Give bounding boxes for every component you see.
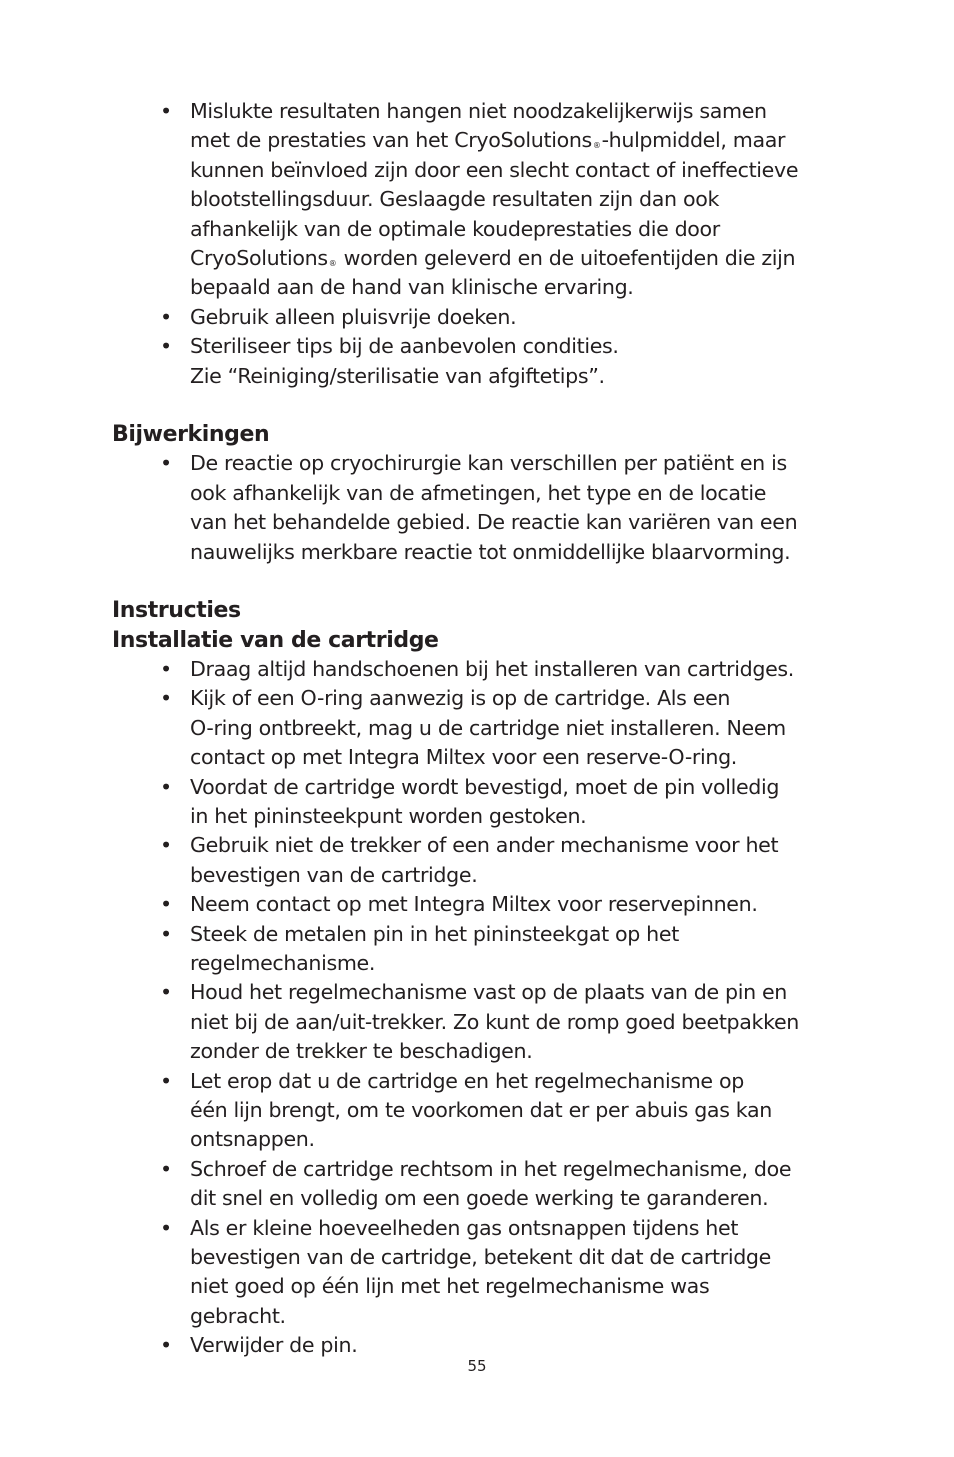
text-line: kunnen beïnvloed zijn door een slecht contact of ineffectieve bbox=[190, 157, 799, 182]
list-item bbox=[190, 332, 864, 391]
text-line: nauwelijks merkbare reactie tot onmiddellijke blaarvorming. bbox=[190, 539, 791, 564]
text-line: • Neem contact op met Integra Miltex voor reservepinnen. bbox=[190, 892, 758, 917]
text-line: gebracht. bbox=[190, 1303, 286, 1328]
text-line: CryoSolutions® worden geleverd en de uitoefentijden die zijn bbox=[190, 246, 796, 271]
text-line: • Houd het regelmechanisme vast op de plaats van de pin en bbox=[190, 980, 788, 1005]
list-item bbox=[190, 655, 864, 684]
list-item bbox=[190, 890, 864, 919]
section-heading-instructies: Instructies bbox=[112, 598, 241, 624]
section-gap bbox=[112, 567, 864, 596]
text-line: • Let erop dat u de cartridge en het regelmechanisme op bbox=[190, 1068, 744, 1093]
text-line: • Schroef de cartridge rechtsom in het regelmechanisme, doe bbox=[190, 1156, 792, 1181]
list-item bbox=[190, 684, 864, 772]
list-item bbox=[190, 831, 864, 890]
text-line: van het behandelde gebied. De reactie kan variëren van een bbox=[190, 510, 798, 535]
text-line: • Als er kleine hoeveelheden gas ontsnappen tijdens het bbox=[190, 1215, 739, 1240]
list-item bbox=[190, 97, 864, 303]
instructies-bullet-list bbox=[112, 655, 864, 1361]
text-line: afhankelijk van de optimale koudeprestaties die door bbox=[190, 216, 720, 241]
list-item bbox=[190, 920, 864, 979]
text-line: • Gebruik alleen pluisvrije doeken. bbox=[190, 304, 517, 329]
page-number: 55 bbox=[467, 1357, 487, 1375]
text-line: • Kijk of een O-ring aanwezig is op de cartridge. Als een bbox=[190, 686, 731, 711]
list-item bbox=[190, 303, 864, 332]
list-item bbox=[190, 1067, 864, 1155]
text-line: niet goed op één lijn met het regelmechanisme was bbox=[190, 1274, 710, 1299]
bijwerkingen-bullet-list bbox=[112, 449, 864, 567]
text-line: Zie “Reiniging/sterilisatie van afgiftetips”. bbox=[190, 363, 605, 388]
text-line: regelmechanisme. bbox=[190, 950, 376, 975]
list-item bbox=[190, 1155, 864, 1214]
text-line: in het pininsteekpunt worden gestoken. bbox=[190, 803, 587, 828]
text-line: • Voordat de cartridge wordt bevestigd, moet de pin volledig bbox=[190, 774, 780, 799]
section-gap bbox=[112, 391, 864, 420]
text-line: ook afhankelijk van de afmetingen, het type en de locatie bbox=[190, 480, 767, 505]
section-subheading-installatie: Installatie van de cartridge bbox=[112, 627, 439, 653]
text-line: O-ring ontbreekt, mag u de cartridge niet installeren. Neem bbox=[190, 715, 786, 740]
text-line: bevestigen van de cartridge, betekent dit dat de cartridge bbox=[190, 1245, 771, 1270]
text-line: • Draag altijd handschoenen bij het installeren van cartridges. bbox=[190, 656, 794, 681]
text-line: • Mislukte resultaten hangen niet noodzakelijkerwijs samen bbox=[190, 99, 767, 123]
section-heading-bijwerkingen: Bijwerkingen bbox=[112, 422, 270, 448]
text-line: bepaald aan de hand van klinische ervaring. bbox=[190, 275, 634, 300]
text-line: zonder de trekker te beschadigen. bbox=[190, 1039, 533, 1064]
text-line: ontsnappen. bbox=[190, 1127, 315, 1152]
text-line: • Steriliseer tips bij de aanbevolen condities. bbox=[190, 334, 619, 359]
text-line: • Steek de metalen pin in het pininsteekgat op het bbox=[190, 921, 679, 946]
text-line: • Verwijder de pin. bbox=[190, 1333, 358, 1358]
text-line: • Gebruik niet de trekker of een ander mechanisme voor het bbox=[190, 833, 779, 858]
text-line: contact op met Integra Miltex voor een reserve-O-ring. bbox=[190, 745, 738, 770]
registered-mark: ® bbox=[592, 141, 601, 151]
list-item bbox=[190, 773, 864, 832]
registered-mark: ® bbox=[328, 259, 337, 269]
text-line: één lijn brengt, om te voorkomen dat er per abuis gas kan bbox=[190, 1098, 772, 1122]
text-line: niet bij de aan/uit-trekker. Zo kunt de romp goed beetpakken bbox=[190, 1009, 799, 1034]
list-item bbox=[190, 978, 864, 1066]
list-item bbox=[190, 1214, 864, 1332]
list-item bbox=[190, 449, 864, 567]
text-line: dit snel en volledig om een goede werking te garanderen. bbox=[190, 1186, 769, 1211]
text-line: blootstellingsduur. Geslaagde resultaten zijn dan ook bbox=[190, 187, 720, 212]
text-line: met de prestaties van het CryoSolutions®-hulpmiddel, maar bbox=[190, 128, 786, 153]
page-content bbox=[112, 97, 864, 1361]
text-line: • De reactie op cryochirurgie kan verschillen per patiënt en is bbox=[190, 451, 787, 476]
text-line: bevestigen van de cartridge. bbox=[190, 862, 478, 887]
intro-bullet-list bbox=[112, 97, 864, 391]
